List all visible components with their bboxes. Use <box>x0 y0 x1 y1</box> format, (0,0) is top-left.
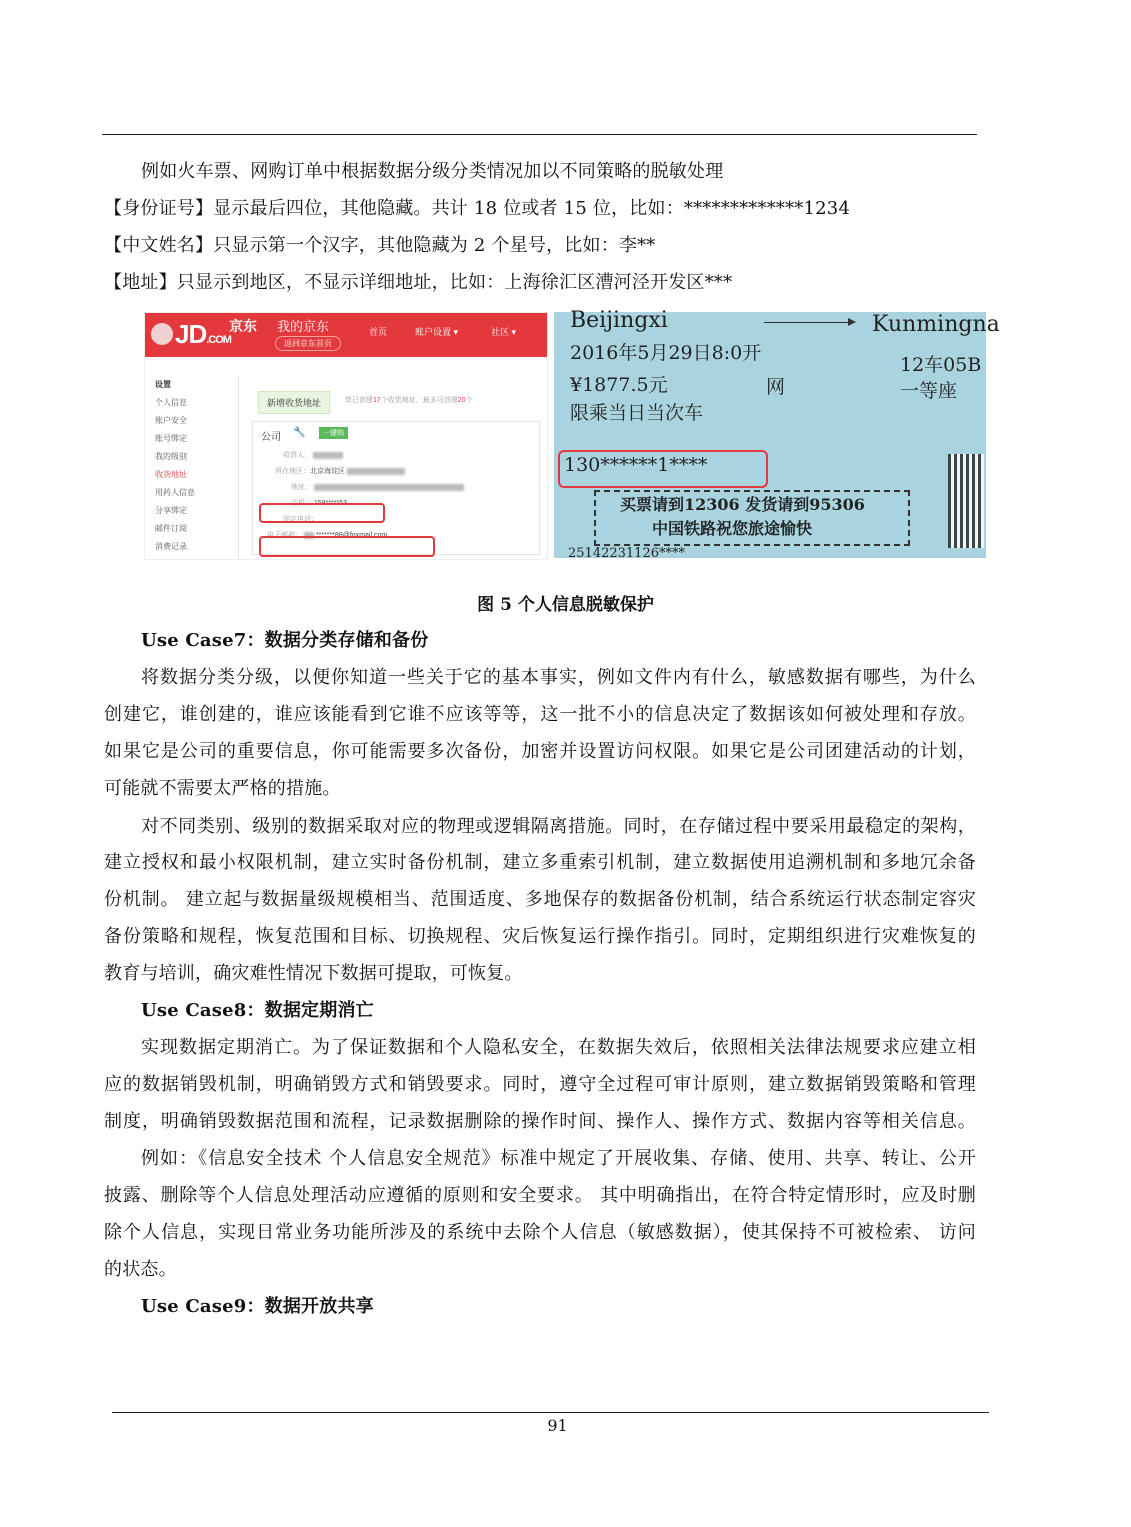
jd-field-recipient: 收货人： <box>283 450 343 460</box>
ticket-from: Beijingxi <box>570 308 668 333</box>
intro-line: 【身份证号】显示最后四位，其他隐藏。共计 18 位或者 15 位，比如：*************1234 <box>104 198 851 219</box>
paragraph-line: 除个人信息，实现日常业务功能所涉及的系统中去除个人信息（敏感数据），使其保持不可被检索、 访问 <box>104 1222 976 1243</box>
jd-nav-account[interactable]: 账户设置 ▾ <box>415 327 459 337</box>
jd-sidebar <box>155 379 235 559</box>
train-ticket <box>554 308 1000 561</box>
ticket-net: 网 <box>766 376 786 398</box>
jd-field-phone: 手机： 158*****53 <box>291 500 348 507</box>
jd-sidebar-item[interactable]: 个人信息 <box>155 398 187 407</box>
jd-brand: 京东 <box>229 318 257 334</box>
intro-line: 例如火车票、网购订单中根据数据分级分类情况加以不同策略的脱敏处理 <box>141 161 724 182</box>
jd-address-card <box>252 421 540 555</box>
jd-sidebar-item[interactable]: 分享绑定 <box>155 506 187 515</box>
jd-mascot-icon <box>151 323 173 345</box>
jd-field-email: 电子邮箱： *******88@foxmail.com <box>267 532 388 539</box>
jd-sidebar-item[interactable]: 邮件订阅 <box>155 524 187 533</box>
paragraph-line: 制度，明确销毁数据范围和流程，记录数据删除的操作时间、操作人、操作方式、数据内容等相关信息。 <box>104 1111 976 1132</box>
paragraph-line: 例如：《信息安全技术 个人信息安全规范》标准中规定了开展收集、存储、使用、共享、转让、公开 <box>141 1148 976 1169</box>
jd-nav-community[interactable]: 社区 ▾ <box>491 327 517 337</box>
ticket-notice-line: 买票请到12306 发货请到95306 <box>620 495 865 514</box>
ticket-to: Kunmingna <box>872 312 1000 337</box>
paragraph-line: 份机制。 建立起与数据量级规模相当、范围适度、多地保存的数据备份机制，结合系统运行状态制定容灾 <box>104 889 976 910</box>
section-heading: Use Case7：数据分类存储和备份 <box>141 630 429 651</box>
jd-add-address-button[interactable]: 新增收货地址 <box>258 391 330 414</box>
figure-caption: 图 5 个人信息脱敏保护 <box>477 595 654 615</box>
ticket-car: 12车05B <box>900 354 982 376</box>
paragraph-line: 将数据分类分级，以便你知道一些关于它的基本事实，例如文件内有什么，敏感数据有哪些，为什么 <box>141 667 976 688</box>
paragraph-line: 的状态。 <box>104 1259 177 1280</box>
paragraph-line: 实现数据定期消亡。为了保证数据和个人隐私安全，在数据失效后，依照相关法律法规要求应建立相 <box>141 1037 976 1058</box>
jd-sidebar-item[interactable]: 收货地址 <box>155 470 187 479</box>
jd-field-address: 地址： <box>291 482 464 492</box>
footer-rule <box>112 1412 989 1413</box>
header-rule <box>102 134 977 135</box>
ticket-price: ¥1877.5元 <box>570 374 668 396</box>
jd-header <box>145 313 547 357</box>
jd-phone-highlight <box>259 503 385 523</box>
jd-divider <box>238 375 239 559</box>
jd-field-region: 所在地区：北京海淀区 <box>275 466 405 476</box>
jd-email-highlight <box>259 536 435 557</box>
jd-sidebar-item[interactable]: 用药人信息 <box>155 488 195 497</box>
jd-field-landline: 固定电话： <box>283 516 318 523</box>
wrench-icon[interactable]: 🔧 <box>293 427 306 438</box>
paragraph-line: 应的数据销毁机制，明确销毁方式和销毁要求。同时，遵守全过程可审计原则，建立数据销毁策略和管理 <box>104 1074 976 1095</box>
section-heading: Use Case8：数据定期消亡 <box>141 1000 374 1021</box>
jd-back-link[interactable]: 返回京东首页 <box>275 336 341 351</box>
paragraph-line: 对不同类别、级别的数据采取对应的物理或逻辑隔离措施。同时，在存储过程中要采用最稳定的架构， <box>141 816 976 837</box>
jd-my-title: 我的京东 <box>277 319 330 334</box>
jd-sidebar-item[interactable]: 消费记录 <box>155 542 187 551</box>
intro-line: 【中文姓名】只显示第一个汉字，其他隐藏为 2 个星号，比如：李** <box>104 235 656 256</box>
ticket-id-highlight <box>558 450 768 488</box>
paragraph-line: 创建它，谁创建的，谁应该能看到它谁不应该等等，这一批不小的信息决定了数据该如何被处理和存放。 <box>104 704 976 725</box>
jd-sidebar-item[interactable]: 我的级别 <box>155 452 187 461</box>
qr-code-icon <box>948 454 984 548</box>
paragraph-line: 备份策略和规程，恢复范围和目标、切换规程、灾后恢复运行操作指引。同时，定期组织进行灾难恢复的 <box>104 926 976 947</box>
ticket-limit: 限乘当日当次车 <box>570 402 704 424</box>
paragraph-line: 建立授权和最小权限机制，建立实时备份机制，建立多重索引机制，建立数据使用追溯机制和多地冗余备 <box>104 852 976 873</box>
jd-nav-home[interactable]: 首页 <box>369 327 388 337</box>
page-number: 91 <box>547 1416 568 1435</box>
ticket-notice-line: 中国铁路祝您旅途愉快 <box>652 519 813 538</box>
jd-tag[interactable]: 一键购 <box>319 427 348 439</box>
intro-line: 【地址】只显示到地区，不显示详细地址，比如：上海徐汇区漕河泾开发区*** <box>104 272 733 293</box>
ticket-number: 25142231126**** <box>568 546 685 561</box>
jd-screenshot <box>144 312 548 560</box>
jd-sidebar-item[interactable]: 账号绑定 <box>155 434 187 443</box>
paragraph-line: 如果它是公司的重要信息，你可能需要多次备份，加密并设置访问权限。如果它是公司团建活动的计划， <box>104 741 976 762</box>
jd-main <box>250 383 540 553</box>
ticket-seat: 一等座 <box>900 380 958 402</box>
arrow-icon <box>764 322 854 323</box>
ticket-date: 2016年5月29日8:0开 <box>570 342 762 364</box>
paragraph-line: 披露、删除等个人信息处理活动应遵循的原则和安全要求。 其中明确指出，在符合特定情形时，应及时删 <box>104 1185 976 1206</box>
jd-sidebar-item: 设置 <box>155 380 171 389</box>
jd-hint: 您已创建17个收货地址，最多可创建20个 <box>345 397 473 404</box>
section-heading: Use Case9：数据开放共享 <box>141 1296 374 1317</box>
paragraph-line: 教育与培训，确灾难性情况下数据可提取，可恢复。 <box>104 963 523 984</box>
jd-sidebar-item[interactable]: 账户安全 <box>155 416 187 425</box>
ticket-id: 130******1**** <box>564 454 708 476</box>
jd-company-label: 公司 <box>261 432 281 443</box>
paragraph-line: 可能就不需要太严格的措施。 <box>104 778 341 799</box>
jd-logo: JD.COM <box>175 319 231 349</box>
